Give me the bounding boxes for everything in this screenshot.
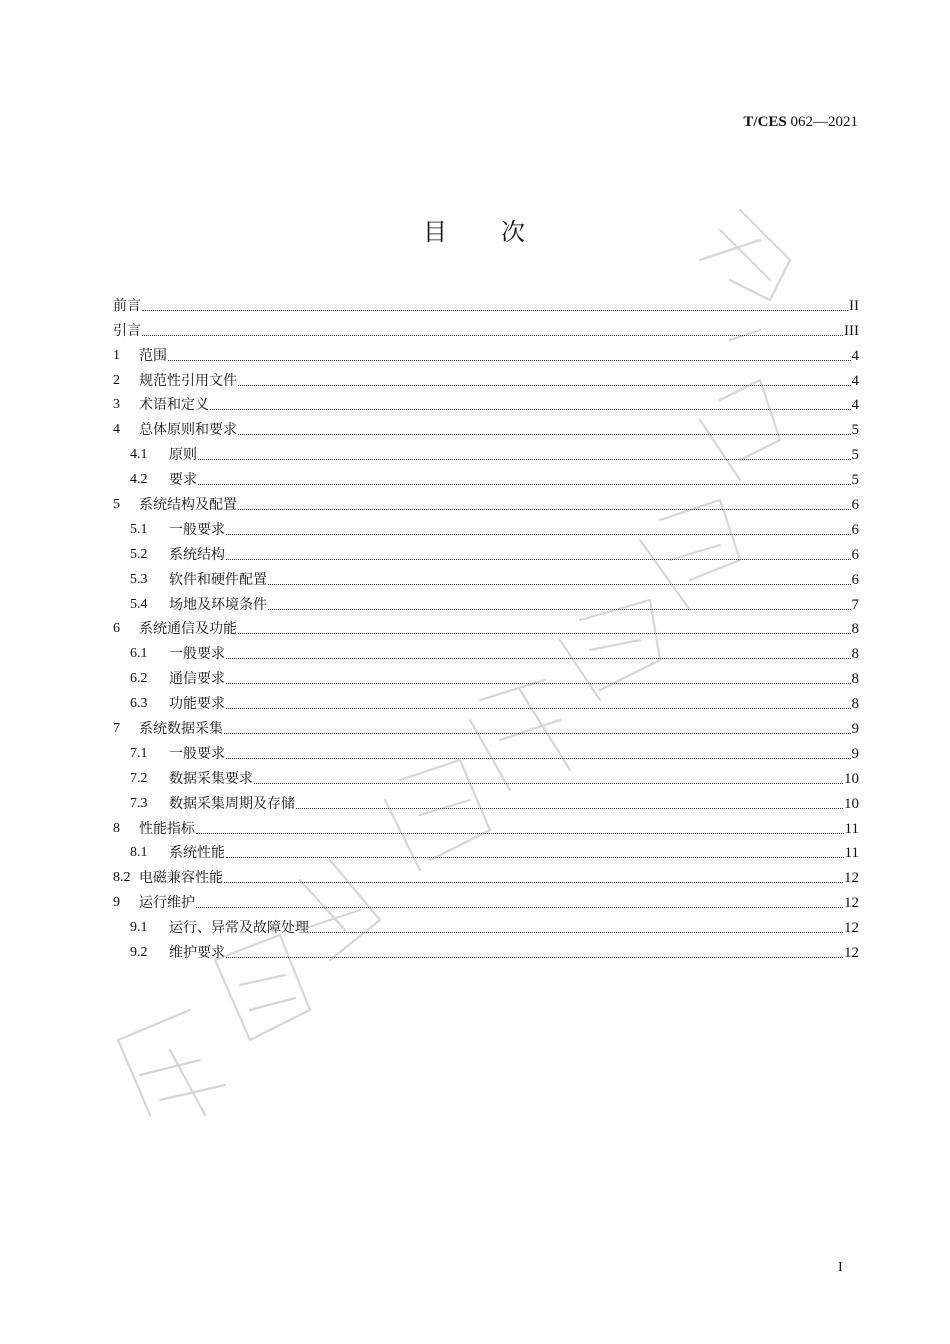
toc-entry-page: 6 bbox=[851, 571, 859, 588]
toc-entry-number: 9.1 bbox=[130, 920, 148, 936]
toc-entry-number: 2 bbox=[113, 372, 120, 388]
toc-entry[interactable] bbox=[113, 391, 859, 416]
toc-entry-number: 1 bbox=[113, 347, 120, 363]
toc-dot-leader bbox=[226, 658, 851, 659]
toc-entry[interactable] bbox=[113, 839, 859, 864]
toc-entry-page: 4 bbox=[851, 347, 859, 364]
toc-dot-leader bbox=[196, 833, 844, 834]
toc-dot-leader bbox=[224, 733, 851, 734]
toc-entry-label: 数据采集要求 bbox=[169, 770, 253, 787]
toc-entry[interactable] bbox=[113, 465, 859, 490]
toc-entry[interactable] bbox=[113, 291, 859, 316]
toc-entry-page: 5 bbox=[851, 422, 859, 439]
toc-entry-number: 8 bbox=[113, 820, 120, 836]
toc-dot-leader bbox=[226, 559, 851, 560]
toc-entry[interactable] bbox=[113, 664, 859, 689]
toc-dot-leader bbox=[226, 957, 843, 958]
toc-entry-label: 术语和定义 bbox=[139, 397, 209, 414]
toc-entry-number: 5 bbox=[113, 497, 120, 513]
toc-entry-label: 通信要求 bbox=[169, 671, 225, 688]
toc-entry-label: 软件和硬件配置 bbox=[169, 571, 267, 588]
toc-entry-number: 8.1 bbox=[130, 845, 148, 861]
toc-entry-page: 7 bbox=[851, 596, 859, 613]
toc-entry-page: II bbox=[849, 297, 859, 314]
toc-dot-leader bbox=[310, 932, 843, 933]
toc-dot-leader bbox=[196, 907, 843, 908]
toc-entry-page: III bbox=[844, 322, 859, 339]
toc-dot-leader bbox=[198, 459, 851, 460]
toc-entry-page: 12 bbox=[844, 895, 859, 912]
toc-entry-label: 系统性能 bbox=[169, 845, 225, 862]
toc-entry[interactable] bbox=[113, 366, 859, 391]
toc-dot-leader bbox=[168, 360, 851, 361]
toc-entry-number: 7 bbox=[113, 721, 120, 737]
toc-dot-leader bbox=[142, 310, 848, 311]
toc-entry-number: 3 bbox=[113, 397, 120, 413]
toc-entry-page: 8 bbox=[851, 646, 859, 663]
toc-entry-number: 7.1 bbox=[130, 745, 148, 761]
toc-dot-leader bbox=[226, 683, 851, 684]
toc-dot-leader bbox=[268, 584, 851, 585]
toc-entry-label: 数据采集周期及存储 bbox=[169, 795, 295, 812]
toc-entry-number: 7.2 bbox=[130, 770, 148, 786]
toc-entry-number: 4 bbox=[113, 422, 120, 438]
toc-dot-leader bbox=[238, 633, 851, 634]
toc-dot-leader bbox=[268, 609, 851, 610]
toc-entry-page: 5 bbox=[851, 447, 859, 464]
toc-entry-number: 9 bbox=[113, 895, 120, 911]
toc-entry[interactable] bbox=[113, 565, 859, 590]
toc-entry-label: 运行、异常及故障处理 bbox=[169, 920, 309, 937]
toc-entry-number: 4.1 bbox=[130, 447, 148, 463]
toc-entry-label: 前言 bbox=[113, 297, 141, 314]
toc-entry[interactable] bbox=[113, 863, 859, 888]
toc-entry-page: 8 bbox=[851, 671, 859, 688]
toc-entry-page: 11 bbox=[844, 820, 859, 837]
toc-entry-number: 8.2 bbox=[113, 870, 131, 886]
toc-entry[interactable] bbox=[113, 913, 859, 938]
toc-entry-number: 5.4 bbox=[130, 596, 148, 612]
toc-dot-leader bbox=[142, 335, 843, 336]
toc-dot-leader bbox=[296, 808, 843, 809]
toc-entry-label: 运行维护 bbox=[139, 895, 195, 912]
toc-entry-label: 一般要求 bbox=[169, 646, 225, 663]
toc-dot-leader bbox=[210, 409, 851, 410]
toc-entry-page: 12 bbox=[844, 920, 859, 937]
toc-dot-leader bbox=[238, 434, 851, 435]
toc-entry-page: 8 bbox=[851, 621, 859, 638]
toc-entry-page: 11 bbox=[844, 845, 859, 862]
standard-code-prefix: T/CES bbox=[743, 114, 787, 130]
toc-entry-number: 9.2 bbox=[130, 945, 148, 961]
toc-entry-number: 6.1 bbox=[130, 646, 148, 662]
toc-dot-leader bbox=[226, 758, 851, 759]
toc-entry-number: 5.1 bbox=[130, 521, 148, 537]
page-title-right: 次 bbox=[501, 218, 527, 246]
toc-entry[interactable] bbox=[113, 888, 859, 913]
toc-entry-page: 6 bbox=[851, 546, 859, 563]
toc-entry-label: 电磁兼容性能 bbox=[139, 870, 223, 887]
toc-entry-number: 4.2 bbox=[130, 472, 148, 488]
toc-entry-label: 要求 bbox=[169, 472, 197, 489]
toc-entry-number: 6.3 bbox=[130, 696, 148, 712]
toc-entry-label: 场地及环境条件 bbox=[169, 596, 267, 613]
toc-dot-leader bbox=[226, 708, 851, 709]
toc-entry-page: 12 bbox=[844, 945, 859, 962]
toc-entry-label: 系统结构 bbox=[169, 546, 225, 563]
standard-code bbox=[743, 114, 858, 131]
toc-entry-page: 6 bbox=[851, 497, 859, 514]
toc-dot-leader bbox=[238, 385, 851, 386]
toc-entry-number: 7.3 bbox=[130, 795, 148, 811]
toc-entry-label: 系统结构及配置 bbox=[139, 497, 237, 514]
toc-entry-label: 系统通信及功能 bbox=[139, 621, 237, 638]
toc-entry[interactable] bbox=[113, 739, 859, 764]
toc-entry-label: 一般要求 bbox=[169, 745, 225, 762]
toc-dot-leader bbox=[254, 783, 843, 784]
toc-entry-label: 规范性引用文件 bbox=[139, 372, 237, 389]
toc-entry-label: 功能要求 bbox=[169, 696, 225, 713]
toc-entry-page: 4 bbox=[851, 372, 859, 389]
toc-entry[interactable] bbox=[113, 789, 859, 814]
toc-dot-leader bbox=[238, 509, 851, 510]
toc-entry[interactable] bbox=[113, 490, 859, 515]
toc-entry-number: 5.3 bbox=[130, 571, 148, 587]
toc-entry-label: 原则 bbox=[169, 447, 197, 464]
toc-entry-page: 9 bbox=[851, 721, 859, 738]
toc-dot-leader bbox=[226, 534, 851, 535]
toc-entry-page: 9 bbox=[851, 745, 859, 762]
toc-entry[interactable] bbox=[113, 938, 859, 963]
toc-entry[interactable] bbox=[113, 689, 859, 714]
toc-entry[interactable] bbox=[113, 764, 859, 789]
toc-entry-label: 总体原则和要求 bbox=[139, 422, 237, 439]
toc-entry[interactable] bbox=[113, 415, 859, 440]
toc-entry-page: 5 bbox=[851, 472, 859, 489]
toc-entry-number: 6.2 bbox=[130, 671, 148, 687]
toc-entry-page: 4 bbox=[851, 397, 859, 414]
toc-entry[interactable] bbox=[113, 814, 859, 839]
toc-entry-page: 10 bbox=[844, 795, 859, 812]
page-title bbox=[0, 212, 950, 247]
page-title-left: 目 bbox=[423, 218, 449, 246]
toc-entry[interactable] bbox=[113, 341, 859, 366]
table-of-contents bbox=[113, 291, 859, 963]
toc-entry-label: 一般要求 bbox=[169, 521, 225, 538]
toc-entry-label: 引言 bbox=[113, 322, 141, 339]
toc-entry-label: 维护要求 bbox=[169, 945, 225, 962]
toc-entry-number: 5.2 bbox=[130, 546, 148, 562]
toc-entry[interactable] bbox=[113, 639, 859, 664]
toc-entry-page: 6 bbox=[851, 521, 859, 538]
toc-entry-page: 8 bbox=[851, 696, 859, 713]
toc-entry-label: 范围 bbox=[139, 347, 167, 364]
toc-entry[interactable] bbox=[113, 540, 859, 565]
toc-dot-leader bbox=[226, 857, 844, 858]
toc-entry-label: 系统数据采集 bbox=[139, 721, 223, 738]
toc-entry[interactable] bbox=[113, 714, 859, 739]
standard-code-suffix: 062—2021 bbox=[786, 114, 858, 130]
toc-entry[interactable] bbox=[113, 515, 859, 540]
toc-entry-number: 6 bbox=[113, 621, 120, 637]
toc-entry-page: 12 bbox=[844, 870, 859, 887]
toc-entry-label: 性能指标 bbox=[139, 820, 195, 837]
page-number: I bbox=[838, 1260, 843, 1275]
toc-entry[interactable] bbox=[113, 590, 859, 615]
toc-entry[interactable] bbox=[113, 615, 859, 640]
toc-dot-leader bbox=[198, 484, 851, 485]
toc-entry-page: 10 bbox=[844, 770, 859, 787]
toc-entry[interactable] bbox=[113, 440, 859, 465]
toc-entry[interactable] bbox=[113, 316, 859, 341]
toc-dot-leader bbox=[224, 882, 843, 883]
